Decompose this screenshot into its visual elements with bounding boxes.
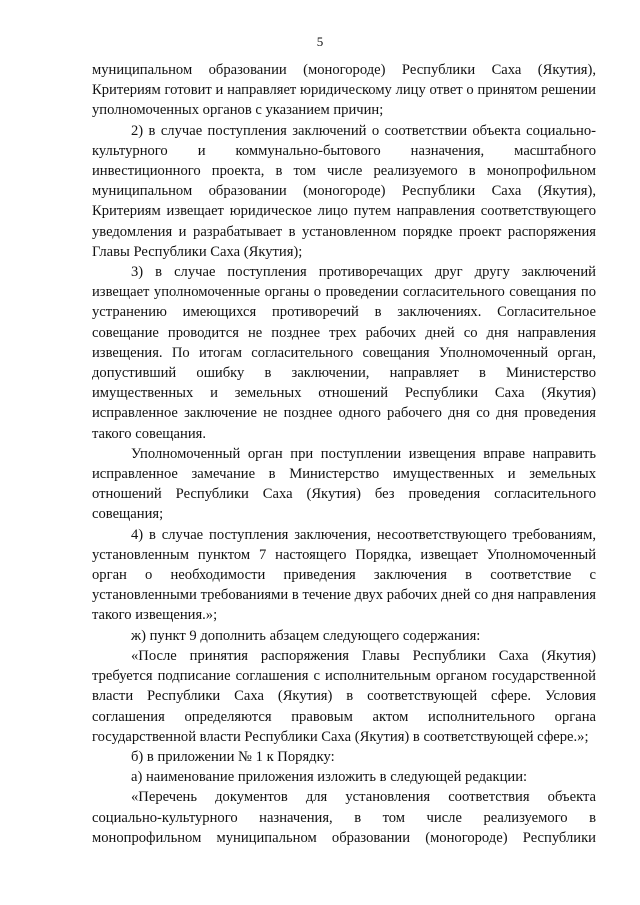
paragraph-continuation: муниципальном образовании (моногороде) Республики Саха (Якутия), Критериям готовит и направляет юридическому лицу ответ о принятом решении уполномоченных органов с указанием причин; (92, 62, 596, 119)
paragraph-document-list: «Перечень документов для установления соответствия объекта социально-культурного назначения, в том числе реализуемого в монопрофильном муниципальном образовании (моногороде) Республики (92, 789, 596, 846)
paragraph-item-3: 3) в случае поступления противоречащих друг другу заключений извещает уполномоченные органы о проведении согласительного совещания по устранению имеющихся противоречий в заключениях. Согласительное совещание проводится не позднее трех рабочих дней со дня направления извещения. По итогам согласительного совещания Уполномоченный орган, допустивший ошибку в заключении, направляет в Министерство имущественных и земельных отношений Республики Саха (Якутия) исправленное заключение не позднее одного рабочего дня со дня проведения такого совещания. (92, 264, 596, 442)
paragraph-agreement-quote: «После принятия распоряжения Главы Республики Саха (Якутия) требуется подписание соглашения с исполнительным органом государственной власти Республики Саха (Якутия) в соответствующей сфере. Условия соглашения определяются правовым актом исполнительного органа государственной власти Республики Саха (Якутия) в соответствующей сфере.»; (92, 647, 596, 745)
paragraph-item-2: 2) в случае поступления заключений о соответствии объекта социально-культурного и коммунально-бытового назначения, масштабного инвестиционного проекта, в том числе реализуемого в монопрофильном муниципальном образовании (моногороде) Республики Саха (Якутия), Критериям извещает юридическое лицо путем направления соответствующего уведомления и разрабатывает в установленном порядке проект распоряжения Главы Республики Саха (Якутия); (92, 122, 596, 260)
paragraph-appendix-1: б) в приложении № 1 к Порядку: (131, 748, 335, 765)
document-body (92, 60, 596, 848)
paragraph-point-9: ж) пункт 9 дополнить абзацем следующего содержания: (131, 627, 481, 644)
paragraph-item-4: 4) в случае поступления заключения, несоответствующего требованиям, установленным пунктом 7 настоящего Порядка, извещает Уполномоченный орган о необходимости приведения заключения в соответствие с установленными требованиями в течение двух рабочих дней со дня направления такого извещения.»; (92, 526, 596, 624)
page-number: 5 (316, 34, 324, 49)
paragraph-authorized-body: Уполномоченный орган при поступлении извещения вправе направить исправленное замечание в Министерство имущественных и земельных отношений Республики Саха (Якутия) без проведения согласительного совещания; (92, 445, 596, 523)
paragraph-appendix-title: а) наименование приложения изложить в следующей редакции: (131, 769, 528, 786)
